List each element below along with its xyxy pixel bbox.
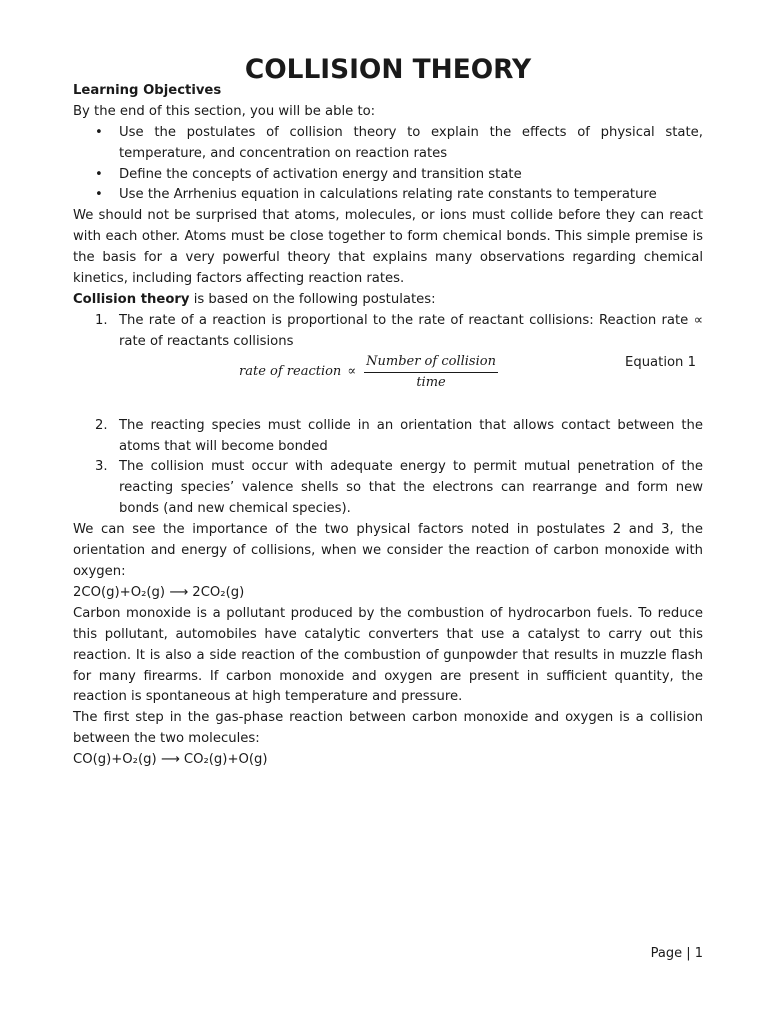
reaction-equation-1: 2CO(g)+O₂(g) ⟶ 2CO₂(g) [73, 584, 245, 600]
postulate-item [73, 311, 703, 353]
bullet-icon: • [95, 187, 103, 203]
postulate-text: The reacting species must collide in an orientation that allows contact between the atoms that will become bonded [119, 417, 703, 454]
objective-item [73, 185, 703, 206]
postulates-intro [73, 290, 703, 311]
bullet-icon: • [95, 166, 103, 182]
paragraph-orientation: We can see the importance of the two physical factors noted in postulates 2 and 3, the orientation and energy of collisions, when we consider the reaction of carbon monoxide with oxygen: [73, 522, 703, 580]
objective-text: Use the Arrhenius equation in calculations relating rate constants to temperature [119, 187, 657, 203]
postulate-text: The collision must occur with adequate energy to permit mutual penetration of the reacting species’ valence shells so that the electrons can rearrange and form new bonds (and new chemical species). [119, 459, 703, 517]
page-title: COLLISION THEORY [244, 54, 532, 85]
postulate-text: The rate of a reaction is proportional to the rate of reactant collisions: Reaction rate ∝ rate of reactants collisions [119, 312, 703, 349]
proportional-symbol: ∝ [347, 364, 357, 380]
objective-item [73, 123, 703, 165]
equation-denominator: time [416, 375, 446, 391]
postulate-number: 3. [95, 459, 108, 475]
equation-1 [73, 353, 703, 405]
document-page [73, 54, 703, 771]
postulate-number: 1. [95, 312, 108, 328]
paragraph-intro: We should not be surprised that atoms, molecules, or ions must collide before they can react with each other. Atoms must be close together to form chemical bonds. This simple premise is the basis for a very powerful theory that explains many observations regarding chemical kinetics, including factors affecting reaction rates. [73, 208, 703, 287]
postulate-number: 2. [95, 417, 108, 433]
collision-theory-term: Collision theory [73, 291, 190, 307]
reaction-equation-2: CO(g)+O₂(g) ⟶ CO₂(g)+O(g) [73, 752, 268, 768]
equation-formula [239, 353, 498, 393]
postulates-list-continued [73, 416, 703, 521]
equation-lhs: rate of reaction [239, 364, 342, 380]
postulates-intro-rest: is based on the following postulates: [189, 291, 436, 307]
paragraph-carbon-monoxide: Carbon monoxide is a pollutant produced by the combustion of hydrocarbon fuels. To reduce this pollutant, automobiles have catalytic converters that use a catalyst to carry out this reaction. It is also a side reaction of the combustion of gunpowder that results in muzzle flash for many firearms. If carbon monoxide and oxygen are present in sufficient quantity, the reaction is spontaneous at high temperature and pressure. [73, 605, 703, 705]
equation-fraction [364, 353, 498, 392]
postulates-list [73, 311, 703, 353]
objective-text: Use the postulates of collision theory to explain the effects of physical state, temperature, and concentration on reaction rates [119, 124, 703, 161]
objective-text: Define the concepts of activation energy and transition state [119, 166, 522, 182]
equation-label: Equation 1 [625, 354, 696, 370]
objectives-list [73, 123, 703, 207]
objectives-intro: By the end of this section, you will be able to: [73, 103, 376, 119]
postulate-item [73, 457, 703, 520]
equation-numerator: Number of collision [364, 353, 498, 373]
postulate-item [73, 416, 703, 458]
objective-item [73, 165, 703, 186]
page-number: Page | 1 [650, 946, 703, 961]
learning-objectives-heading: Learning Objectives [73, 82, 222, 98]
paragraph-first-step: The first step in the gas-phase reaction between carbon monoxide and oxygen is a collision between the two molecules: [73, 710, 703, 747]
bullet-icon: • [95, 124, 103, 140]
